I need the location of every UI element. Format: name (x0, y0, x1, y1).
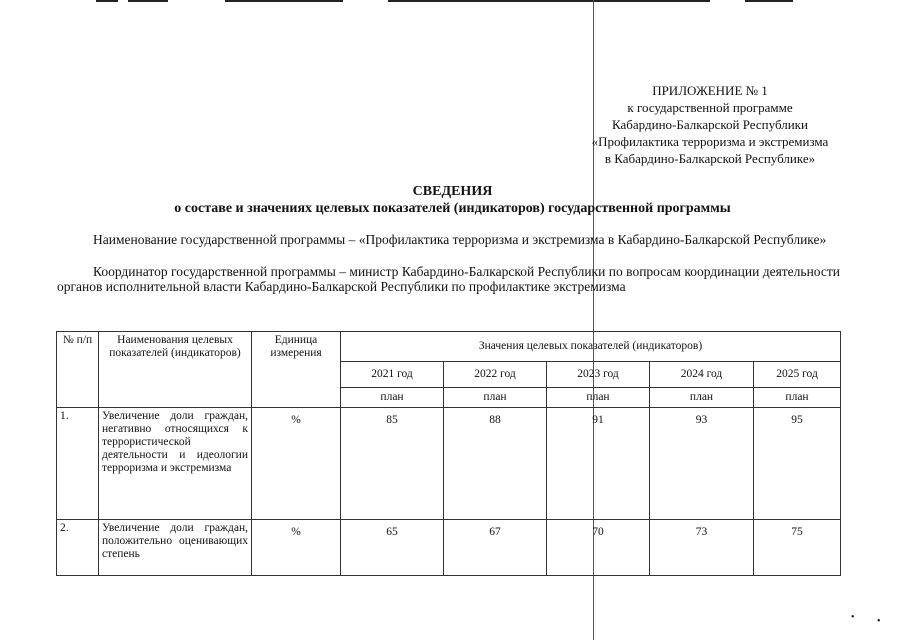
unit-cell: % (252, 520, 341, 576)
unit-cell: % (252, 408, 341, 520)
coordinator-text: Координатор государственной программы – министр Кабардино-Балкарской Республики по вопросам координации деятельности органов исполнительной власти Кабардино-Балкарской Республики по профилактике экстремизма (57, 264, 840, 294)
scan-speck: • (851, 612, 855, 623)
indicator-name: Увеличение доли граждан, негативно относящихся к террористической деятельности и идеологии терроризма и экстремизма (99, 408, 252, 520)
plan-label: план (754, 388, 841, 408)
appendix-line: к государственной программе (627, 100, 793, 115)
year-header: 2022 год (444, 362, 547, 388)
year-header: 2024 год (650, 362, 754, 388)
value-cell: 85 (341, 408, 444, 520)
appendix-line: в Кабардино-Балкарской Республике» (604, 151, 816, 166)
scan-artifact (745, 0, 793, 2)
plan-label: план (547, 388, 650, 408)
coordinator (57, 264, 840, 294)
row-number: 1. (57, 408, 99, 520)
appendix-line: Кабардино-Балкарской Республики (612, 117, 808, 132)
document-title: СВЕДЕНИЯ (412, 184, 493, 199)
scan-speck: • (877, 616, 881, 627)
col-header-name: Наименования целевых показателей (индикаторов) (99, 332, 252, 408)
appendix-block (560, 82, 860, 167)
row-number: 2. (57, 520, 99, 576)
scan-artifact (388, 0, 710, 2)
program-name-text: Наименование государственной программы – «Профилактика терроризма и экстремизма в Кабардино-Балкарской Республике» (93, 232, 827, 247)
plan-label: план (341, 388, 444, 408)
scan-artifact (225, 0, 343, 2)
value-cell: 65 (341, 520, 444, 576)
value-cell: 67 (444, 520, 547, 576)
col-header-values: Значения целевых показателей (индикаторов) (341, 332, 841, 362)
scan-artifact (128, 0, 168, 2)
indicator-name: Увеличение доли граждан, положительно оценивающих степень (99, 520, 252, 576)
scan-artifact (96, 0, 118, 2)
program-name (57, 232, 840, 247)
value-cell: 91 (547, 408, 650, 520)
year-header: 2023 год (547, 362, 650, 388)
value-cell: 93 (650, 408, 754, 520)
plan-label: план (444, 388, 547, 408)
value-cell: 75 (754, 520, 841, 576)
col-header-num: № п/п (57, 332, 99, 408)
table-row (57, 520, 841, 576)
col-header-unit: Единица измерения (252, 332, 341, 408)
value-cell: 70 (547, 520, 650, 576)
year-header: 2025 год (754, 362, 841, 388)
value-cell: 73 (650, 520, 754, 576)
table-row (57, 408, 841, 520)
document-subtitle: о составе и значениях целевых показателей (индикаторов) государственной программы (174, 201, 731, 216)
value-cell: 95 (754, 408, 841, 520)
plan-label: план (650, 388, 754, 408)
year-header: 2021 год (341, 362, 444, 388)
indicators-table (56, 331, 841, 576)
appendix-line: «Профилактика терроризма и экстремизма (591, 134, 829, 149)
value-cell: 88 (444, 408, 547, 520)
appendix-line: ПРИЛОЖЕНИЕ № 1 (652, 83, 768, 98)
